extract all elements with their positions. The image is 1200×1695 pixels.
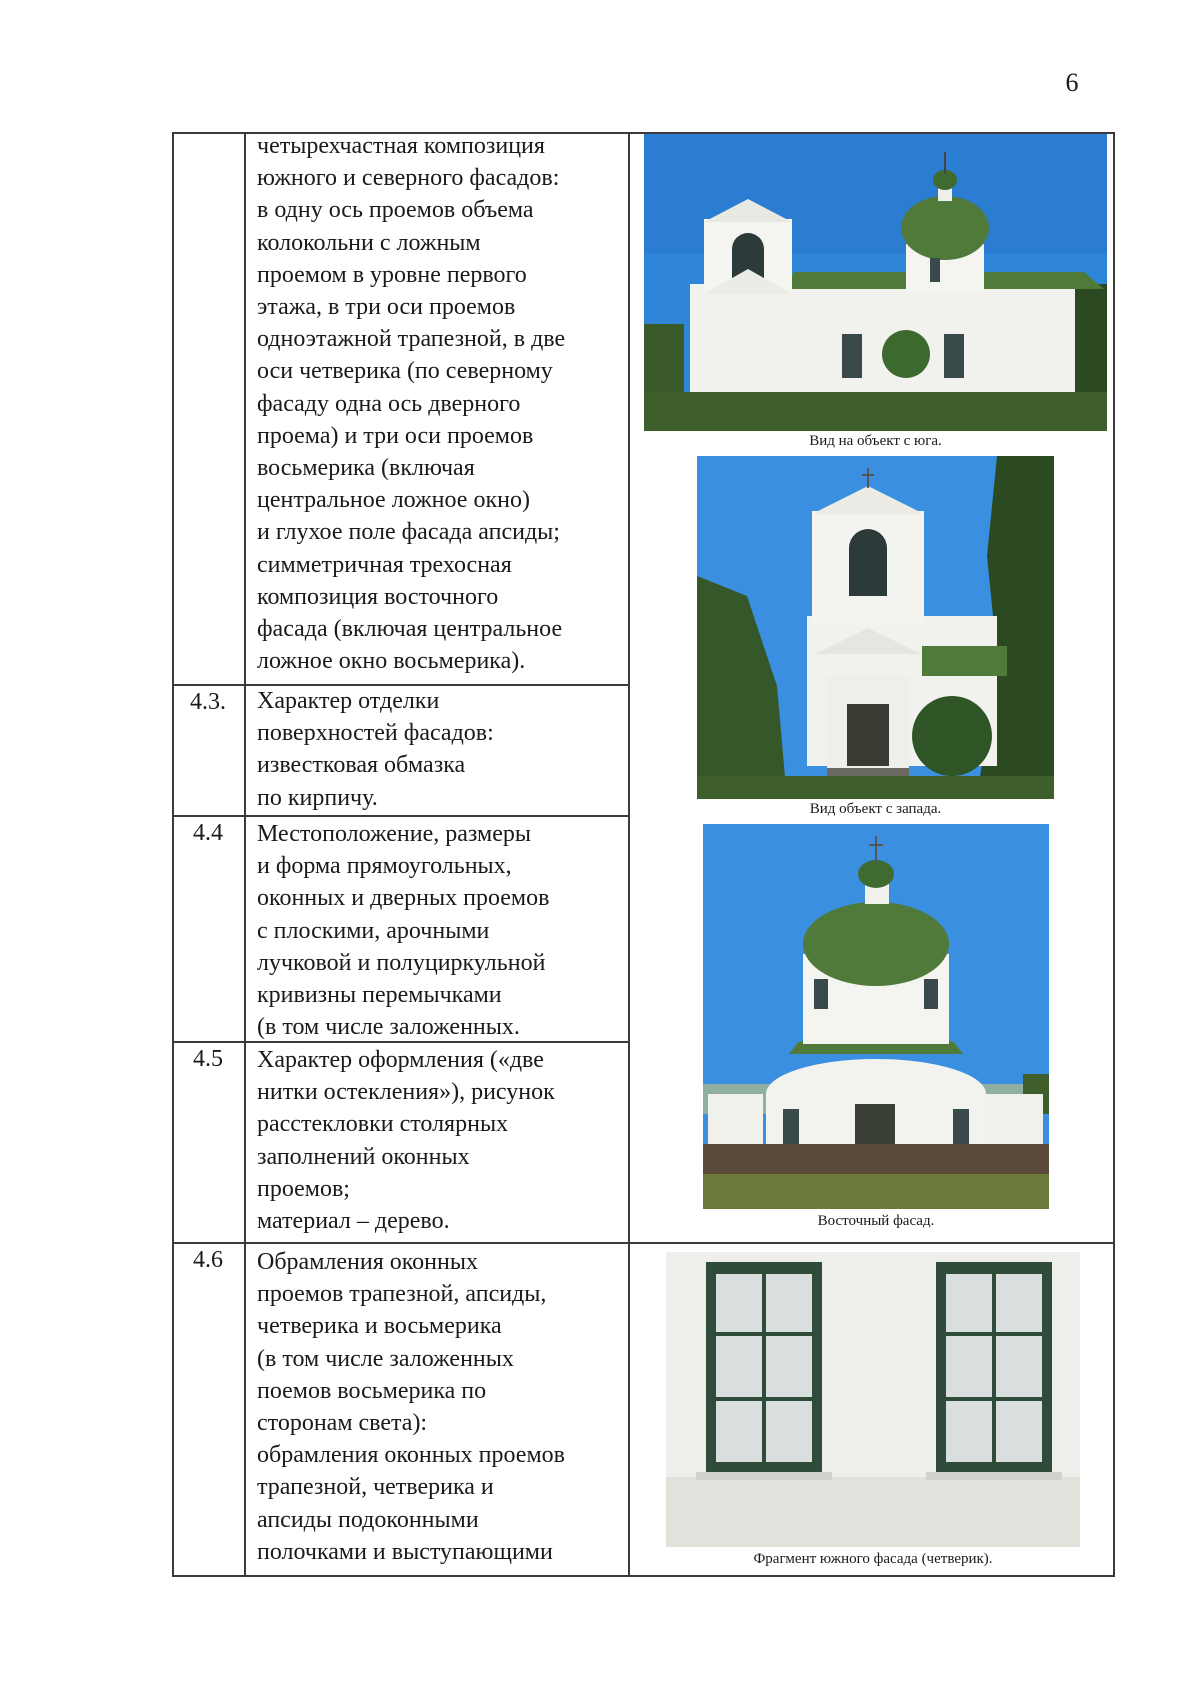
row-divider [172,1242,1115,1244]
church-east-facade-photo [703,824,1049,1209]
table-border-right [1113,132,1115,1577]
table-border-bottom [172,1575,1115,1577]
church-west-view-photo [697,456,1054,799]
heritage-table [172,132,1115,1577]
row-description: Характер отделки поверхностей фасадов: известковая обмазка по кирпичу. [257,688,494,811]
south-facade-fragment-photo [666,1252,1080,1547]
row-description: Обрамления оконных проемов трапезной, апсиды, четверика и восьмерика (в том числе заложенных поемов восьмерика по сторонам света): обрамления оконных проемов трапезной, четверика и апсиды подоконными полочками и выступающими [257,1249,565,1565]
row-number: 4.4 [193,820,223,846]
church-south-view-photo [644,134,1107,431]
column-divider-text [628,132,630,1577]
row-description: Характер оформления («две нитки остекления»), рисунок расстекловки столярных заполнений оконных проемов; материал – дерево. [257,1047,555,1235]
row-number: 4.3. [190,689,226,715]
photo-caption: Восточный фасад. [817,1213,935,1229]
table-border-left [172,132,174,1577]
row-number: 4.5 [193,1046,223,1072]
photo-caption: Фрагмент южного фасада (четверик). [753,1551,993,1567]
photo-caption: Вид объект с запада. [809,801,942,817]
page-number: 6 [1065,68,1079,97]
row-number: 4.6 [193,1247,223,1273]
row-description: Местоположение, размеры и форма прямоугольных, оконных и дверных проемов с плоскими, арочными лучковой и полуциркульной кривизны перемычками (в том числе заложенных. [257,821,550,1041]
photo-caption: Вид на объект с юга. [809,433,942,449]
row-divider [172,815,629,817]
row-description: четырехчастная композиция южного и северного фасадов: в одну ось проемов объема колокольни с ложным проемом в уровне первого этажа, в три оси проемов одноэтажной трапезной, в две оси четверика (по северному фасаду одна ось дверного проема) и три оси проемов восьмерика (включая центральное ложное окно) и глухое поле фасада апсиды; симметричная трехосная композиция восточного фасада (включая центральное ложное окно восьмерика). [257,133,566,675]
column-divider-num [244,132,246,1577]
